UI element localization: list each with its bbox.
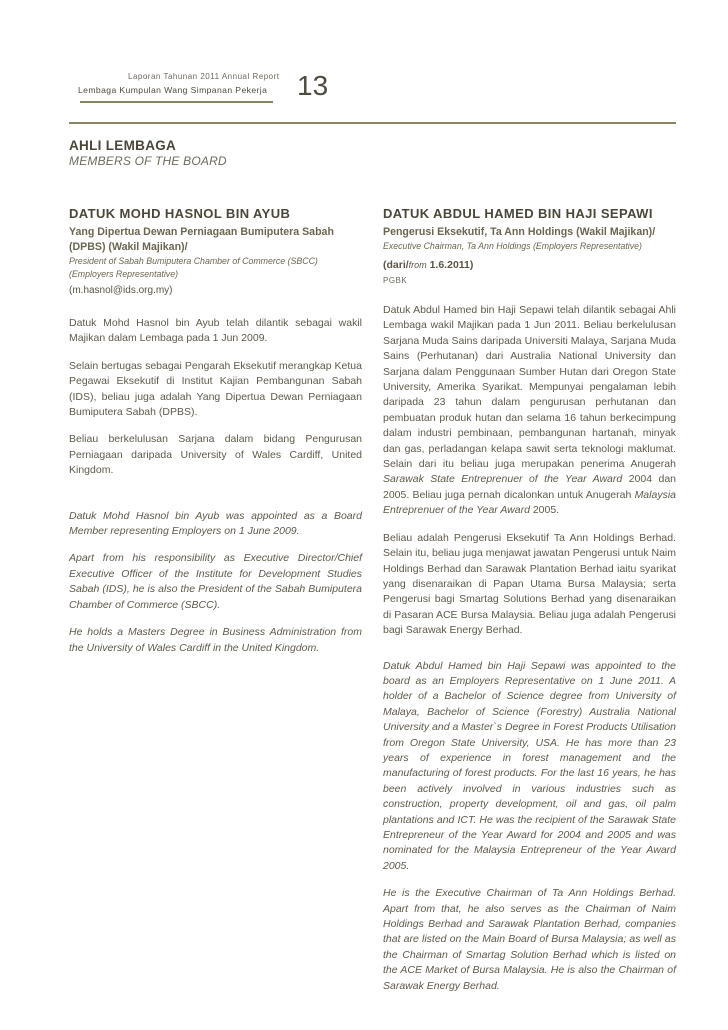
header-rule [80, 101, 273, 103]
member-name: DATUK ABDUL HAMED BIN HAJI SEPAWI [383, 206, 653, 221]
appointment-date [383, 259, 676, 271]
section-rule [69, 122, 676, 124]
award-name: Sarawak State Entreprenuer of the Year Award [383, 473, 623, 486]
page-number: 13 [297, 70, 329, 101]
bio-malay-paragraph: Beliau berkelulusan Sarjana dalam bidang Pengurusan Perniagaan daripada University of Wales Cardiff, United Kingdom. [69, 433, 362, 477]
member-name: DATUK MOHD HASNOL BIN AYUB [69, 206, 291, 221]
bio-english-paragraph: Datuk Abdul Hamed bin Haji Sepawi was appointed to the board as an Employers Representative on 1 June 2011. A holder of a Bachelor of Science degree from University of Malaya, Bachelor of Science (Forestry) Australia National University and a Master`s Degree in Forest Products Utilisation from Oregon State University, USA. He has more than 23 years of experience in forest management and the manufacturing of forest products. For the last 16 years, he has been actively involved in various industries such as construction, property development, oil and gas, oil palm plantations and ICT. He was the recipient of the Sarawak State Entrepreneur of the Year Award for 2004 and 2005 and was nominated for the Malaysia Entrepreneur of the Year Award 2005. [383, 659, 676, 872]
from-english: from [408, 260, 427, 270]
position-malay: Pengerusi Eksekutif, Ta Ann Holdings (Wakil Majikan)/ [383, 226, 656, 238]
bio-malay-paragraph [383, 303, 676, 519]
member-profile-left [69, 206, 362, 656]
bio-malay-paragraph: Beliau adalah Pengerusi Eksekutif Ta Ann Holdings Berhad. Selain itu, beliau juga menjawat jawatan Pengerusi untuk Naim Holdings Berhad dan Sarawak Plantation Berhad iaitu syarikat yang disenaraikan di Papan Utama Bursa Malaysia; serta Pengerusi bagi Smartag Solutions Berhad yang disenaraikan di Pasaran ACE Bursa Malaysia. Beliau juga adalah Pengerusi bagi Sarawak Energy Berhad. [383, 531, 677, 637]
from-date: 1.6.2011) [426, 259, 474, 271]
position-malay-line-1: Yang Dipertua Dewan Perniagaan Bumiputera Sabah [69, 226, 334, 238]
report-year-line: Laporan Tahunan 2011 Annual Report [128, 72, 280, 81]
from-malay: (dari/ [383, 259, 409, 271]
text-run: Datuk Abdul Hamed bin Haji Sepawi telah dilantik sebagai Ahli Lembaga wakil Majikan pada 1 Jun 2011. Beliau berkelulusan Sarjana Muda Sains daripada Universiti Malaya, Sarjana Muda Sains (Perhutanan) dari Australia National University dan Sarjana dalam Penggunaan Sumber Hutan dari Oregon State University, Amerika Syarikat. Mempunyai pengalaman lebih daripada 23 tahun dalam pengurusan perhutanan dan pembuatan produk hutan dan selama 16 tahun berkecimpung dalam industri pembinaan, pembangunan hartanah, minyak dan gas, perladangan kelapa sawit serta teknologi maklumat. Selain dari itu beliau juga merupakan penerima Anugerah [383, 304, 676, 471]
bio-english-paragraph: Datuk Mohd Hasnol bin Ayub was appointed as a Board Member representing Employers on 1 June 2009. [69, 509, 362, 538]
position-english-line-1: President of Sabah Bumiputera Chamber of Commerce (SBCC) [69, 256, 318, 266]
bio-english-paragraph: He is the Executive Chairman of Ta Ann Holdings Berhad. Apart from that, he also serves as the Chairman of Naim Holdings Berhad and Sarawak Plantation Berhad, companies that are listed on the Main Board of Bursa Malaysia; as well as the Chairman of Smartag Solution Berhad which is listed on the ACE Market of Bursa Malaysia. He is also the Chairman of Sarawak Energy Berhad. [383, 887, 676, 992]
section-subtitle: MEMBERS OF THE BOARD [69, 154, 227, 168]
organization-abbreviation: PGBK [383, 276, 408, 285]
award-name: Malaysia Entreprenuer of the Year Award [383, 488, 676, 517]
bio-english-paragraph: He holds a Masters Degree in Business Administration from the University of Wales Cardiff in the United Kingdom. [69, 626, 362, 654]
member-profile-right [383, 206, 676, 994]
organization-name: Lembaga Kumpulan Wang Simpanan Pekerja [78, 85, 268, 95]
position-english-line-2: (Employers Representative) [69, 269, 179, 279]
bio-malay-paragraph: Selain bertugas sebagai Pengarah Eksekutif merangkap Ketua Pegawai Eksekutif di Institut Kajian Pembangunan Sabah (IDS), beliau juga adalah Yang Dipertua Dewan Perniagaan Bumiputera Sabah (DPBS). [69, 359, 362, 419]
bio-malay-paragraph: Datuk Mohd Hasnol bin Ayub telah dilantik sebagai wakil Majikan dalam Lembaga pada 1 Jun 2009. [69, 317, 362, 345]
bio-english-paragraph: Apart from his responsibility as Executive Director/Chief Executive Officer of the Institute for Development Studies Sabah (IDS), he is also the President of the Sabah Bumiputera Chamber of Commerce (SBCC). [69, 552, 362, 611]
text-run: 2004 dan 2005. Beliau juga pernah dicalonkan untuk Anugerah [383, 473, 677, 501]
section-title: AHLI LEMBAGA [69, 138, 177, 153]
position-malay-line-2: (DPBS) (Wakil Majikan)/ [69, 241, 188, 253]
position-english: Executive Chairman, Ta Ann Holdings (Employers Representative) [383, 241, 642, 251]
text-run: 2005. [529, 504, 560, 517]
member-email: (m.hasnol@ids.org.my) [69, 285, 173, 296]
